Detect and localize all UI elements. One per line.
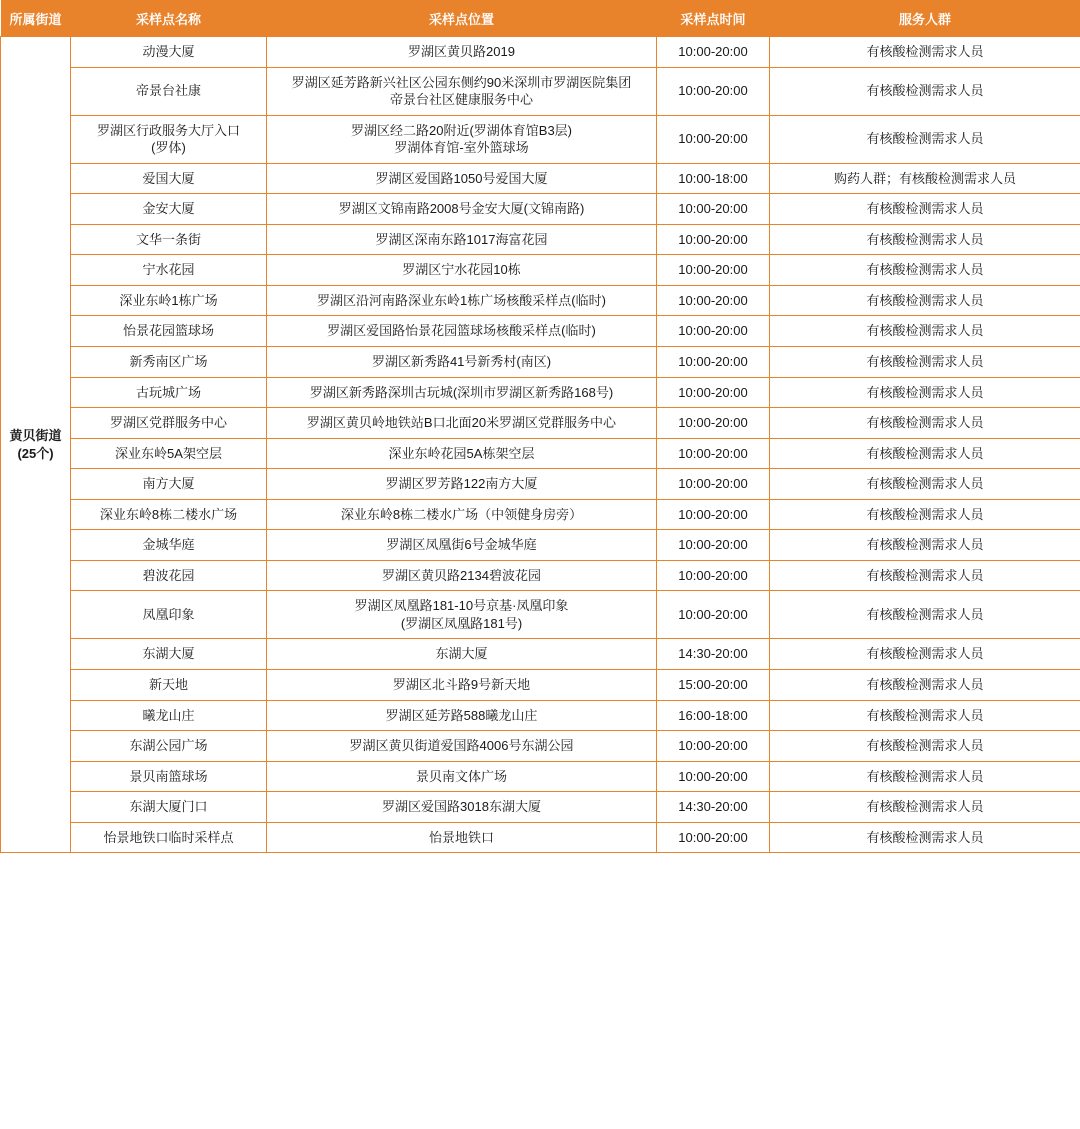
site-name-line: 宁水花园 [142, 262, 195, 278]
table-row [1, 347, 1080, 378]
site-location-cell [267, 761, 657, 792]
site-name-cell [71, 37, 267, 68]
site-name-line: 曦龙山庄 [142, 707, 195, 723]
site-location-line: 东湖大厦 [435, 646, 488, 662]
table-row [1, 224, 1080, 255]
service-group-cell: 有核酸检测需求人员 [770, 438, 1080, 469]
site-name-line: 罗湖区行政服务大厅入口 [96, 122, 240, 138]
site-name-cell [71, 67, 267, 115]
site-name-line: 凤凰印象 [142, 607, 195, 623]
site-name-cell [71, 560, 267, 591]
site-location-cell [267, 255, 657, 286]
table-row [1, 822, 1080, 853]
site-time-cell: 10:00-20:00 [657, 591, 770, 639]
table-row [1, 163, 1080, 194]
site-time-cell: 10:00-20:00 [657, 37, 770, 68]
site-location-line: 罗湖区延芳路新兴社区公园东侧约90米深圳市罗湖医院集团 [291, 74, 632, 90]
site-time-cell: 15:00-20:00 [657, 670, 770, 701]
service-group-cell: 有核酸检测需求人员 [770, 731, 1080, 762]
site-time-cell: 10:00-20:00 [657, 377, 770, 408]
site-location-cell [267, 670, 657, 701]
site-location-line: 罗湖区黄贝路2019 [408, 44, 515, 59]
site-name-cell [71, 591, 267, 639]
table-row [1, 731, 1080, 762]
site-location-cell [267, 37, 657, 68]
site-name-line: 新天地 [148, 677, 188, 693]
site-location-cell [267, 408, 657, 439]
table-row [1, 700, 1080, 731]
site-time-cell: 10:00-20:00 [657, 67, 770, 115]
service-group-cell: 有核酸检测需求人员 [770, 255, 1080, 286]
site-location-line: 罗湖区爱国路怡景花园篮球场核酸采样点(临时) [327, 323, 596, 339]
site-location-line: 罗湖区深南东路1017海富花园 [375, 231, 548, 247]
site-name-line: 景贝南篮球场 [129, 768, 208, 784]
site-location-cell [267, 469, 657, 500]
site-time-cell: 10:00-20:00 [657, 438, 770, 469]
site-name-cell [71, 347, 267, 378]
site-name-cell [71, 285, 267, 316]
site-name-line: 文华一条街 [135, 231, 201, 247]
site-location-cell [267, 560, 657, 591]
site-name-cell [71, 670, 267, 701]
service-group-cell: 有核酸检测需求人员 [770, 670, 1080, 701]
service-group-cell: 有核酸检测需求人员 [770, 224, 1080, 255]
site-location-line: 罗湖区爱国路1050号爱国大厦 [375, 170, 548, 186]
table-row [1, 377, 1080, 408]
site-time-cell: 10:00-20:00 [657, 469, 770, 500]
site-location-line: 罗湖区黄贝岭地铁站B口北面20米罗湖区党群服务中心 [306, 415, 617, 431]
table-row [1, 591, 1080, 639]
table-row [1, 316, 1080, 347]
site-location-cell [267, 115, 657, 163]
service-group-cell: 有核酸检测需求人员 [770, 377, 1080, 408]
site-location-cell [267, 67, 657, 115]
service-group-cell: 有核酸检测需求人员 [770, 761, 1080, 792]
site-location-line: 罗湖区新秀路深圳古玩城(深圳市罗湖区新秀路168号) [309, 384, 614, 400]
column-header-site-time: 采样点时间 [657, 0, 770, 37]
service-group-cell: 有核酸检测需求人员 [770, 347, 1080, 378]
site-location-line: 帝景台社区健康服务中心 [389, 92, 533, 108]
site-location-cell [267, 499, 657, 530]
site-name-cell [71, 731, 267, 762]
site-location-line: 罗湖区宁水花园10栋 [402, 262, 521, 278]
site-name-line: 怡景地铁口临时采样点 [103, 829, 234, 845]
street-cell [1, 37, 71, 853]
table-row [1, 255, 1080, 286]
site-location-cell [267, 530, 657, 561]
site-location-line: 罗湖区北斗路9号新天地 [392, 677, 531, 693]
service-group-cell: 有核酸检测需求人员 [770, 115, 1080, 163]
site-location-line: (罗湖区凤凰路181号) [400, 615, 523, 631]
site-location-line: 罗湖区延芳路588曦龙山庄 [385, 707, 538, 723]
service-group-cell: 有核酸检测需求人员 [770, 639, 1080, 670]
site-time-cell: 10:00-20:00 [657, 499, 770, 530]
table-header-row [1, 0, 1080, 37]
site-location-line: 罗湖区新秀路41号新秀村(南区) [371, 354, 552, 370]
column-header-service-group: 服务人群 [770, 0, 1080, 37]
site-location-line: 罗湖区罗芳路122南方大厦 [385, 476, 538, 492]
site-location-line: 罗湖区爱国路3018东湖大厦 [382, 799, 541, 815]
site-name-line: 新秀南区广场 [129, 354, 208, 370]
site-time-cell: 10:00-20:00 [657, 530, 770, 561]
site-time-cell: 10:00-20:00 [657, 560, 770, 591]
table-row [1, 670, 1080, 701]
service-group-cell: 有核酸检测需求人员 [770, 37, 1080, 68]
service-group-cell: 购药人群；有核酸检测需求人员 [770, 163, 1080, 194]
site-time-cell: 16:00-18:00 [657, 700, 770, 731]
service-group-cell: 有核酸检测需求人员 [770, 822, 1080, 853]
site-location-line: 罗湖区黄贝街道爱国路4006号东湖公园 [349, 738, 574, 754]
site-name-cell [71, 377, 267, 408]
site-name-line: 古玩城广场 [135, 384, 201, 400]
table-row [1, 469, 1080, 500]
table-row [1, 530, 1080, 561]
site-time-cell: 14:30-20:00 [657, 639, 770, 670]
site-location-line: 罗湖体育馆-室外篮球场 [394, 140, 529, 156]
site-time-cell: 10:00-20:00 [657, 316, 770, 347]
site-location-cell [267, 700, 657, 731]
site-location-line: 罗湖区沿河南路深业东岭1栋广场核酸采样点(临时) [317, 292, 606, 308]
table-row [1, 560, 1080, 591]
site-name-cell [71, 761, 267, 792]
site-location-line: 罗湖区黄贝路2134碧波花园 [382, 567, 541, 583]
site-location-cell [267, 792, 657, 823]
site-time-cell: 10:00-20:00 [657, 408, 770, 439]
site-name-line: 东湖大厦门口 [129, 799, 208, 815]
column-header-street: 所属街道 [1, 0, 71, 37]
site-location-cell [267, 731, 657, 762]
street-site-count: (25个) [17, 445, 54, 461]
site-name-cell [71, 700, 267, 731]
site-name-cell [71, 822, 267, 853]
column-header-site-name: 采样点名称 [71, 0, 267, 37]
service-group-cell: 有核酸检测需求人员 [770, 67, 1080, 115]
site-name-cell [71, 115, 267, 163]
site-name-line: 罗湖区党群服务中心 [109, 415, 227, 431]
site-time-cell: 10:00-20:00 [657, 224, 770, 255]
site-location-line: 罗湖区凤凰街6号金城华庭 [386, 537, 537, 553]
site-name-line: 爱国大厦 [142, 170, 195, 186]
site-location-line: 罗湖区文锦南路2008号金安大厦(文锦南路) [338, 201, 585, 217]
table-row [1, 285, 1080, 316]
site-location-cell [267, 285, 657, 316]
service-group-cell: 有核酸检测需求人员 [770, 499, 1080, 530]
site-name-cell [71, 408, 267, 439]
site-location-line: 深业东岭8栋二楼水广场（中领健身房旁） [340, 506, 583, 522]
site-time-cell: 10:00-20:00 [657, 194, 770, 225]
site-name-cell [71, 792, 267, 823]
service-group-cell: 有核酸检测需求人员 [770, 316, 1080, 347]
site-name-line: 东湖大厦 [142, 646, 195, 662]
site-name-cell [71, 163, 267, 194]
table-row [1, 67, 1080, 115]
site-name-line: 金安大厦 [142, 201, 195, 217]
site-name-cell [71, 438, 267, 469]
site-time-cell: 10:00-20:00 [657, 115, 770, 163]
service-group-cell: 有核酸检测需求人员 [770, 560, 1080, 591]
service-group-cell: 有核酸检测需求人员 [770, 792, 1080, 823]
site-location-cell [267, 194, 657, 225]
service-group-cell: 有核酸检测需求人员 [770, 194, 1080, 225]
site-name-cell [71, 499, 267, 530]
site-time-cell: 10:00-20:00 [657, 347, 770, 378]
site-name-line: 南方大厦 [142, 476, 195, 492]
site-location-line: 深业东岭花园5A栋架空层 [388, 445, 535, 461]
site-name-line: 动漫大厦 [142, 44, 195, 59]
site-location-cell [267, 438, 657, 469]
service-group-cell: 有核酸检测需求人员 [770, 285, 1080, 316]
site-location-line: 罗湖区凤凰路181-10号京基·凤凰印象 [354, 598, 569, 614]
site-name-line: (罗体) [151, 140, 186, 156]
site-location-line: 罗湖区经二路20附近(罗湖体育馆B3层) [350, 122, 573, 138]
site-time-cell: 10:00-20:00 [657, 255, 770, 286]
site-name-cell [71, 530, 267, 561]
site-name-line: 东湖公园广场 [129, 738, 208, 754]
table-row [1, 792, 1080, 823]
table-row [1, 115, 1080, 163]
street-name: 黄贝街道 [9, 428, 62, 444]
site-time-cell: 10:00-18:00 [657, 163, 770, 194]
site-name-line: 帝景台社康 [135, 83, 201, 99]
service-group-cell: 有核酸检测需求人员 [770, 700, 1080, 731]
service-group-cell: 有核酸检测需求人员 [770, 469, 1080, 500]
site-location-line: 怡景地铁口 [428, 829, 494, 845]
site-location-cell [267, 163, 657, 194]
site-location-cell [267, 822, 657, 853]
site-location-cell [267, 377, 657, 408]
service-group-cell: 有核酸检测需求人员 [770, 530, 1080, 561]
site-location-line: 景贝南文体广场 [415, 768, 507, 784]
table-row [1, 408, 1080, 439]
table-row [1, 438, 1080, 469]
site-location-cell [267, 347, 657, 378]
site-location-cell [267, 591, 657, 639]
site-time-cell: 10:00-20:00 [657, 285, 770, 316]
site-time-cell: 10:00-20:00 [657, 731, 770, 762]
site-name-line: 怡景花园篮球场 [122, 323, 214, 339]
site-location-cell [267, 639, 657, 670]
site-name-cell [71, 469, 267, 500]
column-header-site-location: 采样点位置 [267, 0, 657, 37]
table-row [1, 761, 1080, 792]
table-header [1, 0, 1080, 37]
site-name-cell [71, 316, 267, 347]
site-name-cell [71, 255, 267, 286]
table-row [1, 37, 1080, 68]
site-name-line: 深业东岭1栋广场 [119, 292, 218, 308]
site-name-cell [71, 194, 267, 225]
site-name-line: 深业东岭8栋二楼水广场 [99, 506, 238, 522]
site-name-line: 深业东岭5A架空层 [115, 445, 222, 461]
site-time-cell: 10:00-20:00 [657, 822, 770, 853]
site-name-line: 碧波花园 [142, 567, 195, 583]
site-name-line: 金城华庭 [142, 537, 195, 553]
table-row [1, 639, 1080, 670]
site-name-cell [71, 224, 267, 255]
table-row [1, 499, 1080, 530]
table-row [1, 194, 1080, 225]
service-group-cell: 有核酸检测需求人员 [770, 591, 1080, 639]
service-group-cell: 有核酸检测需求人员 [770, 408, 1080, 439]
site-location-cell [267, 224, 657, 255]
site-time-cell: 14:30-20:00 [657, 792, 770, 823]
site-time-cell: 10:00-20:00 [657, 761, 770, 792]
site-location-cell [267, 316, 657, 347]
site-name-cell [71, 639, 267, 670]
table-body [1, 37, 1080, 853]
